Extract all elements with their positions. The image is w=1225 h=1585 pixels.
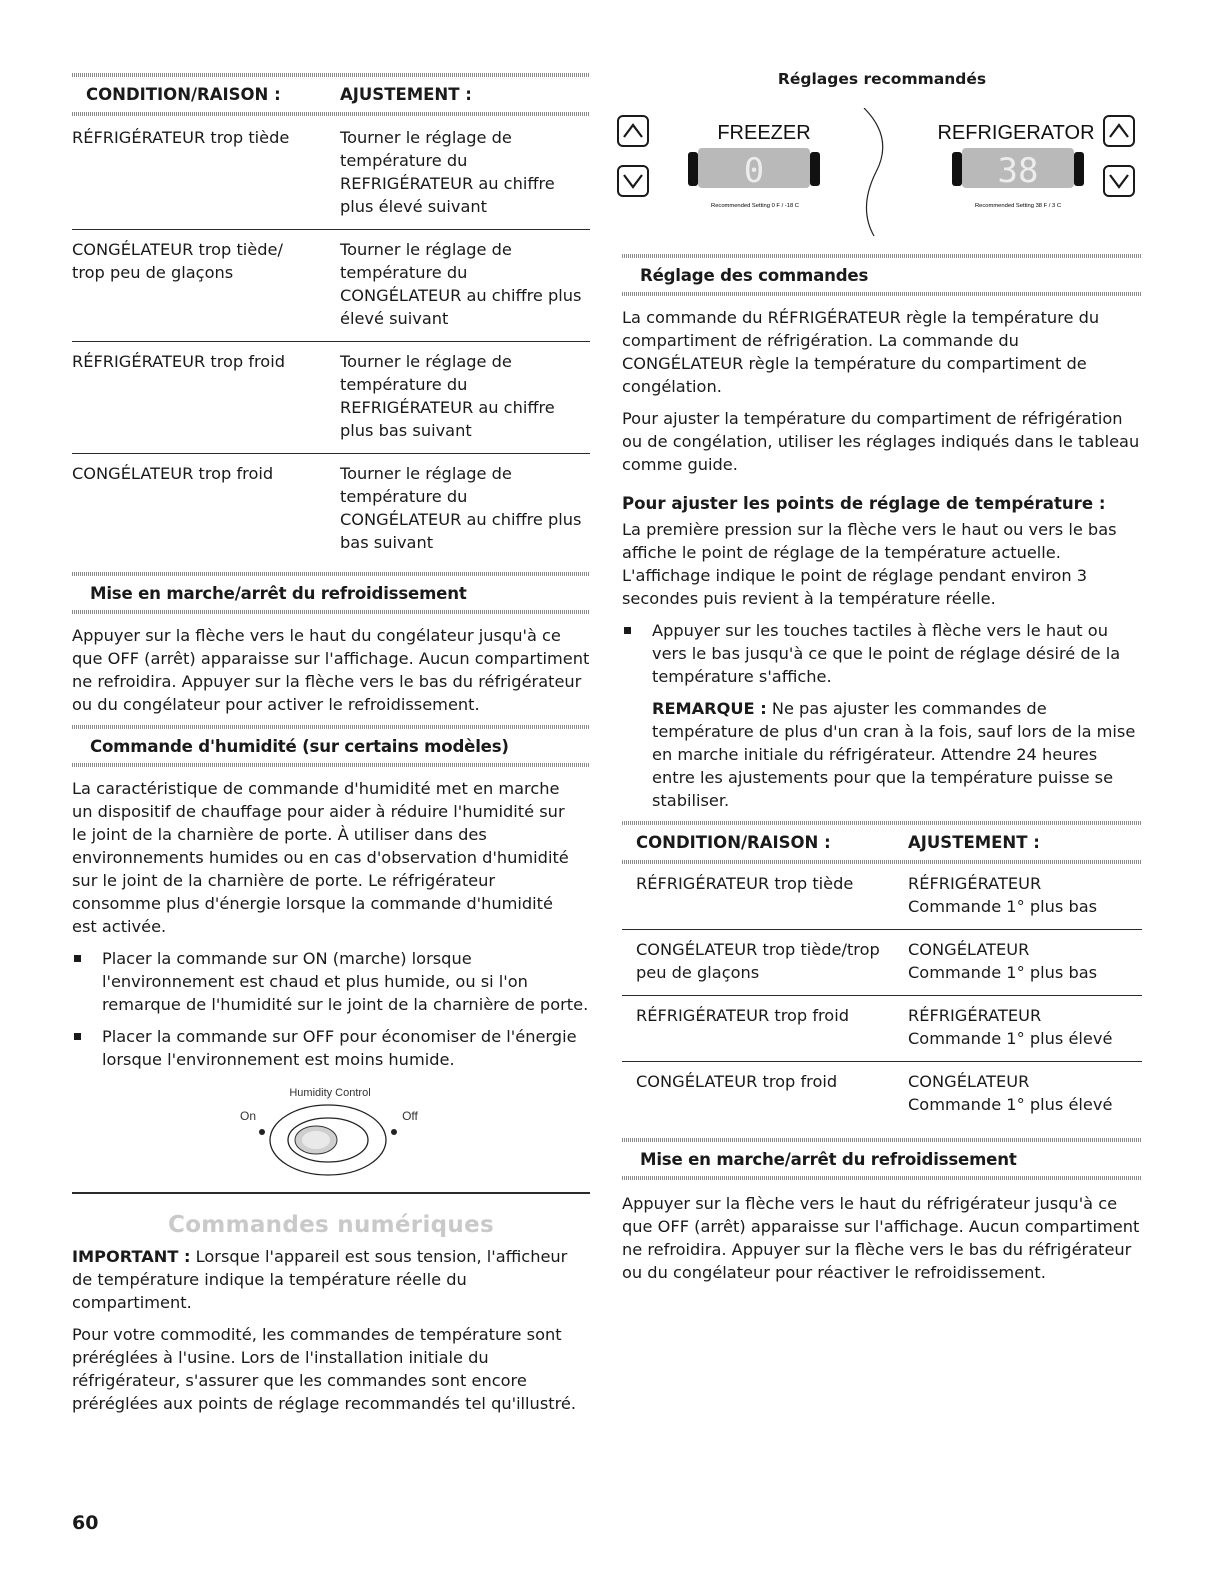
condition-header: CONDITION/RAISON : (86, 85, 281, 104)
row-condition: RÉFRIGÉRATEUR trop tiède (636, 874, 854, 893)
control-panel-svg (614, 108, 1144, 240)
row-adjust (908, 1004, 1142, 1050)
row-adjust: Tourner le réglage de température du CONGÉLATEUR au chiffre plus bas suivant (340, 464, 582, 552)
adjust-line-2: Commande 1° plus bas (908, 897, 1098, 916)
condition-header: CONDITION/RAISON : (636, 833, 831, 852)
table-row (622, 864, 1142, 930)
row-condition: RÉFRIGÉRATEUR trop froid (72, 352, 285, 371)
note-label: REMARQUE : (652, 699, 767, 718)
controls-p2: Pour ajuster la température du compartiment de réfrigération ou de congélation, utiliser les réglages indiqués dans le tableau comme guide. (622, 409, 1140, 474)
row-adjust (908, 872, 1142, 918)
controls-p1: La commande du RÉFRIGÉRATEUR règle la température du compartiment de réfrigération. La commande du CONGÉLATEUR règle la température du compartiment de congélation. (622, 308, 1100, 396)
cooling-text-right: Appuyer sur la flèche vers le haut du réfrigérateur jusqu'à ce que OFF (arrêt) apparaisse sur l'affichage. Aucun compartiment ne refroidira. Appuyer sur la flèche vers le bas du réfrigérateur ou du congélateur pour réactiver le refroidissement. (622, 1194, 1140, 1282)
bullet-text: Placer la commande sur OFF pour économiser de l'énergie lorsque l'environnement est moins humide. (102, 1027, 577, 1069)
table-row (72, 342, 590, 454)
left-column (72, 0, 590, 1424)
fridge-label: REFRIGERATOR (937, 122, 1095, 144)
cooling-heading: Mise en marche/arrêt du refroidissement (90, 584, 467, 603)
panel-separator (864, 108, 883, 236)
adjust-line-2: Commande 1° plus élevé (908, 1095, 1113, 1114)
note-paragraph (622, 697, 1142, 812)
fridge-digits: 38 (997, 151, 1039, 191)
humidity-heading: Commande d'humidité (sur certains modèles) (90, 737, 509, 756)
left-table-body (72, 116, 590, 572)
on-label: On (239, 1109, 257, 1123)
humidity-title: Humidity Control (289, 1087, 371, 1099)
digital-controls-title: Commandes numériques (168, 1211, 494, 1238)
table-row (622, 996, 1142, 1062)
adjust-line-1: CONGÉLATEUR (908, 940, 1030, 959)
cooling-text: Appuyer sur la flèche vers le haut du congélateur jusqu'à ce que OFF (arrêt) apparaisse sur l'affichage. Aucun compartiment ne refroidira. Appuyer sur la flèche vers le bas du réfrigérateur ou du congélateur pour activer le refroidissement. (72, 626, 590, 714)
note-text: Ne pas ajuster les commandes de température de plus d'un cran à la fois, sauf lors de la mise en marche initiale du réfrigérateur. Attendre 24 heures entre les ajustements pour que la température puisse se stabiliser. (652, 699, 1136, 810)
row-adjust: Tourner le réglage de température du CONGÉLATEUR au chiffre plus élevé suivant (340, 240, 582, 328)
fridge-recommended: Recommended Setting 38 F / 3 C (974, 203, 1062, 209)
row-adjust (908, 938, 1142, 984)
bullet-text: Appuyer sur les touches tactiles à flèche vers le haut ou vers le bas jusqu'à ce que le point de réglage désiré de la température s'affiche. (652, 621, 1121, 686)
adjust-header: AJUSTEMENT : (340, 85, 472, 104)
on-dot (259, 1129, 265, 1135)
table-row (72, 454, 590, 572)
chevron-down-icon (624, 175, 642, 187)
adjust-line-1: RÉFRIGÉRATEUR (908, 874, 1042, 893)
chevron-up-icon (624, 125, 642, 137)
row-condition: CONGÉLATEUR trop froid (636, 1072, 838, 1091)
adjust-line-1: RÉFRIGÉRATEUR (908, 1006, 1042, 1025)
controls-p3: La première pression sur la flèche vers le haut ou vers le bas affiche le point de réglage de la température actuelle. L'affichage indique le point de réglage pendant environ 3 secondes puis revient à la température réelle. (622, 520, 1117, 608)
section-rule (622, 1176, 1142, 1180)
off-label: Off (402, 1109, 418, 1123)
control-panel-illustration (614, 108, 1144, 240)
controls-subheading: Pour ajuster les points de réglage de température : (622, 494, 1106, 513)
row-condition: CONGÉLATEUR trop froid (72, 464, 274, 483)
humidity-text: La caractéristique de commande d'humidité met en marche un dispositif de chauffage pour aider à réduire l'humidité sur le joint de la charnière de porte. À utiliser dans des environnements humides ou en cas d'observation d'humidité sur le joint de la charnière de porte. Le réfrigérateur consomme plus d'énergie lorsque la commande d'humidité est activée. (72, 779, 569, 936)
table-row (622, 1062, 1142, 1138)
list-item (622, 619, 1142, 688)
right-table-header (622, 825, 1142, 860)
chevron-down-icon (1110, 175, 1128, 187)
section-rule (72, 763, 590, 767)
row-condition: RÉFRIGÉRATEUR trop froid (636, 1006, 849, 1025)
fridge-display (952, 148, 1084, 191)
left-table-header (72, 77, 590, 112)
right-content (622, 254, 1142, 1293)
right-table-body (622, 864, 1142, 1138)
important-label: IMPORTANT : (72, 1246, 191, 1266)
adjust-line-1: CONGÉLATEUR (908, 1072, 1030, 1091)
digital-text: Pour votre commodité, les commandes de température sont préréglées à l'usine. Lors de l'installation initiale du réfrigérateur, s'assurer que les commandes sont encore préréglées aux points de réglage recommandés tel qu'illustré. (72, 1324, 577, 1413)
fridge-up-button[interactable] (1104, 116, 1134, 146)
bullet-icon (74, 1033, 81, 1040)
row-adjust (908, 1070, 1142, 1116)
list-item (72, 947, 590, 1016)
humidity-control-svg (72, 1080, 590, 1180)
bullet-icon (74, 955, 81, 962)
panel-caption: Réglages recommandés (777, 70, 987, 88)
bullet-text: Placer la commande sur ON (marche) lorsque l'environnement est chaud et plus humide, ou si l'on remarque de l'humidité sur le joint de la charnière de porte. (102, 949, 589, 1014)
section-rule (622, 292, 1142, 296)
row-adjust: Tourner le réglage de température du REFRIGÉRATEUR au chiffre plus élevé suivant (340, 128, 555, 216)
freezer-digits: 0 (743, 151, 765, 191)
list-item (72, 1025, 590, 1071)
humidity-control-diagram (72, 1080, 590, 1180)
controls-heading: Réglage des commandes (640, 266, 869, 285)
freezer-display (688, 148, 820, 191)
adjust-line-2: Commande 1° plus élevé (908, 1029, 1113, 1048)
freezer-down-button[interactable] (618, 166, 648, 196)
important-text: Lorsque l'appareil est sous tension, l'afficheur de température indique la température réelle du compartiment. (72, 1246, 568, 1312)
bullet-icon (624, 627, 631, 634)
page-number: 60 (72, 1512, 99, 1534)
row-condition: RÉFRIGÉRATEUR trop tiède (72, 128, 290, 147)
freezer-up-button[interactable] (618, 116, 648, 146)
row-condition: CONGÉLATEUR trop tiède/ trop peu de glaçons (72, 240, 283, 282)
fridge-down-button[interactable] (1104, 166, 1134, 196)
important-paragraph (72, 1245, 590, 1314)
cooling-heading-right: Mise en marche/arrêt du refroidissement (640, 1150, 1017, 1169)
chevron-up-icon (1110, 125, 1128, 137)
section-rule (72, 610, 590, 614)
adjust-header: AJUSTEMENT : (908, 833, 1040, 852)
section-divider (72, 1192, 590, 1194)
row-condition: CONGÉLATEUR trop tiède/trop peu de glaçons (636, 940, 880, 982)
off-dot (391, 1129, 397, 1135)
table-row (72, 230, 590, 342)
table-row (622, 930, 1142, 996)
row-adjust: Tourner le réglage de température du REFRIGÉRATEUR au chiffre plus bas suivant (340, 352, 555, 440)
table-row (72, 116, 590, 230)
freezer-recommended: Recommended Setting 0 F / -18 C (711, 203, 799, 209)
freezer-label: FREEZER (717, 122, 811, 144)
adjust-line-2: Commande 1° plus bas (908, 963, 1098, 982)
rocker-highlight (302, 1131, 330, 1149)
